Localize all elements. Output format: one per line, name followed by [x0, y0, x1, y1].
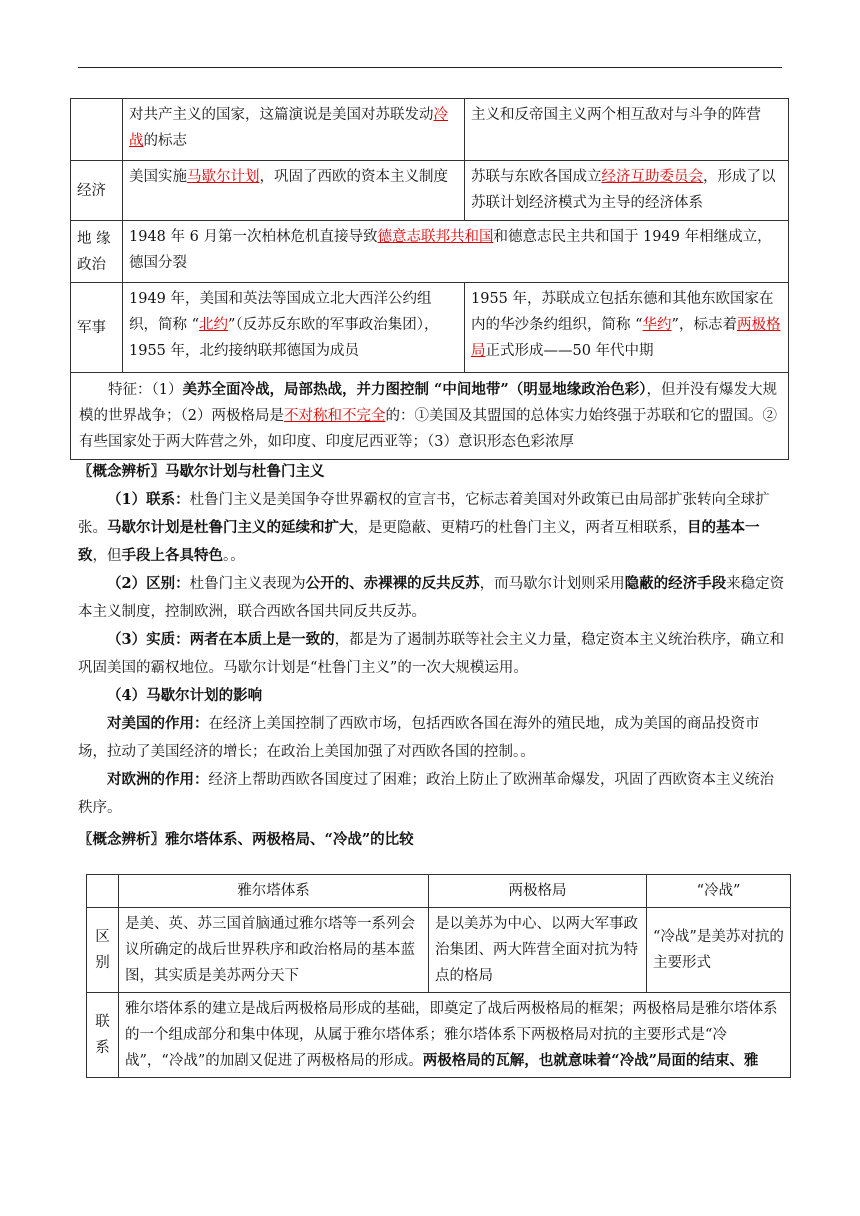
header-rule — [78, 67, 782, 68]
table-row — [87, 993, 791, 1078]
table-row — [71, 283, 789, 373]
keyword-cold-war: 冷战 — [129, 107, 448, 149]
header-bipolar: 两极格局 — [429, 875, 647, 908]
su-military-cell: 1955 年，苏联成立包括东德和其他东欧国家在内的华沙条约组织，简称 “华约”，标志着两极格局正式形成——50 年代中期 — [465, 283, 789, 373]
section-title: 〖概念辨析〗雅尔塔体系、两极格局、“冷战”的比较 — [78, 831, 414, 848]
table-header-row — [87, 875, 791, 908]
row-label-empty — [71, 99, 123, 161]
paragraph-connection: （1）联系：杜鲁门主义是美国争夺世界霸权的宣言书，它标志着美国对外政策已由局部扩张转向全球扩张。马歇尔计划是杜鲁门主义的延续和扩大，是更隐蔽、更精巧的杜鲁门主义，两者互相联系，目的基本一致，但手段上各具特色。。 — [78, 491, 770, 564]
row-label-military: 军事 — [71, 283, 123, 373]
row-label-economy: 经济 — [71, 161, 123, 221]
yalta-comparison-table — [86, 874, 791, 1078]
features-cell: 特征：（1）美苏全面冷战，局部热战，并力图控制 “中间地带”（明显地缘政治色彩），但并没有爆发大规模的世界战争；（2）两极格局是不对称和不完全的：①美国及其盟国的总体实力始终强于苏联和它的盟国。②有些国家处于两大阵营之外，如印度、印度尼西亚等；（3）意识形态色彩浓厚 — [71, 373, 789, 460]
table-row — [71, 373, 789, 460]
us-military-cell: 1949 年，美国和英法等国成立北大西洋公约组织，简称 “北约”（反苏反东欧的军事政治集团），1955 年，北约接纳联邦德国为成员 — [123, 283, 465, 373]
keyword-comecon: 经济互助委员会 — [601, 169, 703, 185]
su-economy-cell: 苏联与东欧各国成立经济互助委员会，形成了以苏联计划经济模式为主导的经济体系 — [465, 161, 789, 221]
us-politics-cell: 对共产主义的国家，这篇演说是美国对苏联发动冷战的标志 — [123, 99, 465, 161]
paragraph-difference: （2）区别：杜鲁门主义表现为公开的、赤裸裸的反共反苏，而马歇尔计划则采用隐蔽的经济手段来稳定资本主义制度，控制欧洲，联合西欧各国共同反共反苏。 — [78, 575, 785, 620]
diff-cold-war: “冷战”是美苏对抗的主要形式 — [647, 908, 791, 993]
section-title: 〖概念辨析〗马歇尔计划与杜鲁门主义 — [78, 463, 325, 480]
su-politics-cell: 主义和反帝国主义两个相互敌对与斗争的阵营 — [465, 99, 789, 161]
diff-yalta: 是美、英、苏三国首脑通过雅尔塔等一系列会议所确定的战后世界秩序和政治格局的基本蓝图，其实质是美苏两分天下 — [119, 908, 429, 993]
table-row — [71, 161, 789, 221]
keyword-frg: 德意志联邦共和国 — [377, 229, 494, 245]
us-economy-cell: 美国实施马歇尔计划，巩固了西欧的资本主义制度 — [123, 161, 465, 221]
table-row — [71, 99, 789, 161]
diff-bipolar: 是以美苏为中心、以两大军事政治集团、两大阵营全面对抗为特点的格局 — [429, 908, 647, 993]
paragraph-impact-us: 对美国的作用：在经济上美国控制了西欧市场，包括西欧各国在海外的殖民地，成为美国的商品投资市场，拉动了美国经济的增长；在政治上美国加强了对西欧各国的控制。。 — [78, 715, 760, 760]
geopolitics-cell: 1948 年 6 月第一次柏林危机直接导致德意志联邦共和国和德意志民主共和国于 1949 年相继成立，德国分裂 — [123, 221, 789, 283]
row-label-difference: 区 别 — [87, 908, 119, 993]
row-label-geopolitics: 地 缘 政治 — [71, 221, 123, 283]
paragraph-impact-title: （4）马歇尔计划的影响 — [107, 687, 263, 704]
link-cell: 雅尔塔体系的建立是战后两极格局形成的基础，即奠定了战后两极格局的框架；两极格局是雅尔塔体系的一个组成部分和集中体现，从属于雅尔塔体系；雅尔塔体系下两极格局对抗的主要形式是“冷战”，“冷战”的加剧又促进了两极格局的形成。两极格局的瓦解，也就意味着“冷战”局面的结束、雅 — [119, 993, 791, 1078]
paragraph-impact-europe: 对欧洲的作用：经济上帮助西欧各国度过了困难；政治上防止了欧洲革命爆发，巩固了西欧资本主义统治秩序。 — [78, 771, 774, 816]
paragraph-essence: （3）实质：两者在本质上是一致的，都是为了遏制苏联等社会主义力量，稳定资本主义统治秩序，确立和巩固美国的霸权地位。马歇尔计划是“杜鲁门主义”的一次大规模运用。 — [78, 631, 785, 676]
keyword-nato: 北约 — [199, 317, 229, 333]
comparison-table — [70, 98, 789, 460]
table-row — [87, 908, 791, 993]
header-empty — [87, 875, 119, 908]
keyword-bipolar: 两极格局 — [471, 317, 781, 359]
row-label-link: 联 系 — [87, 993, 119, 1078]
keyword-marshall-plan: 马歇尔计划 — [187, 169, 260, 185]
concept-section-marshall — [78, 458, 786, 854]
header-cold-war: “冷战” — [647, 875, 791, 908]
keyword-warsaw-pact: 华约 — [642, 317, 672, 333]
header-yalta: 雅尔塔体系 — [119, 875, 429, 908]
table-row — [71, 221, 789, 283]
keyword-asymmetric: 不对称和不完全 — [283, 408, 386, 424]
